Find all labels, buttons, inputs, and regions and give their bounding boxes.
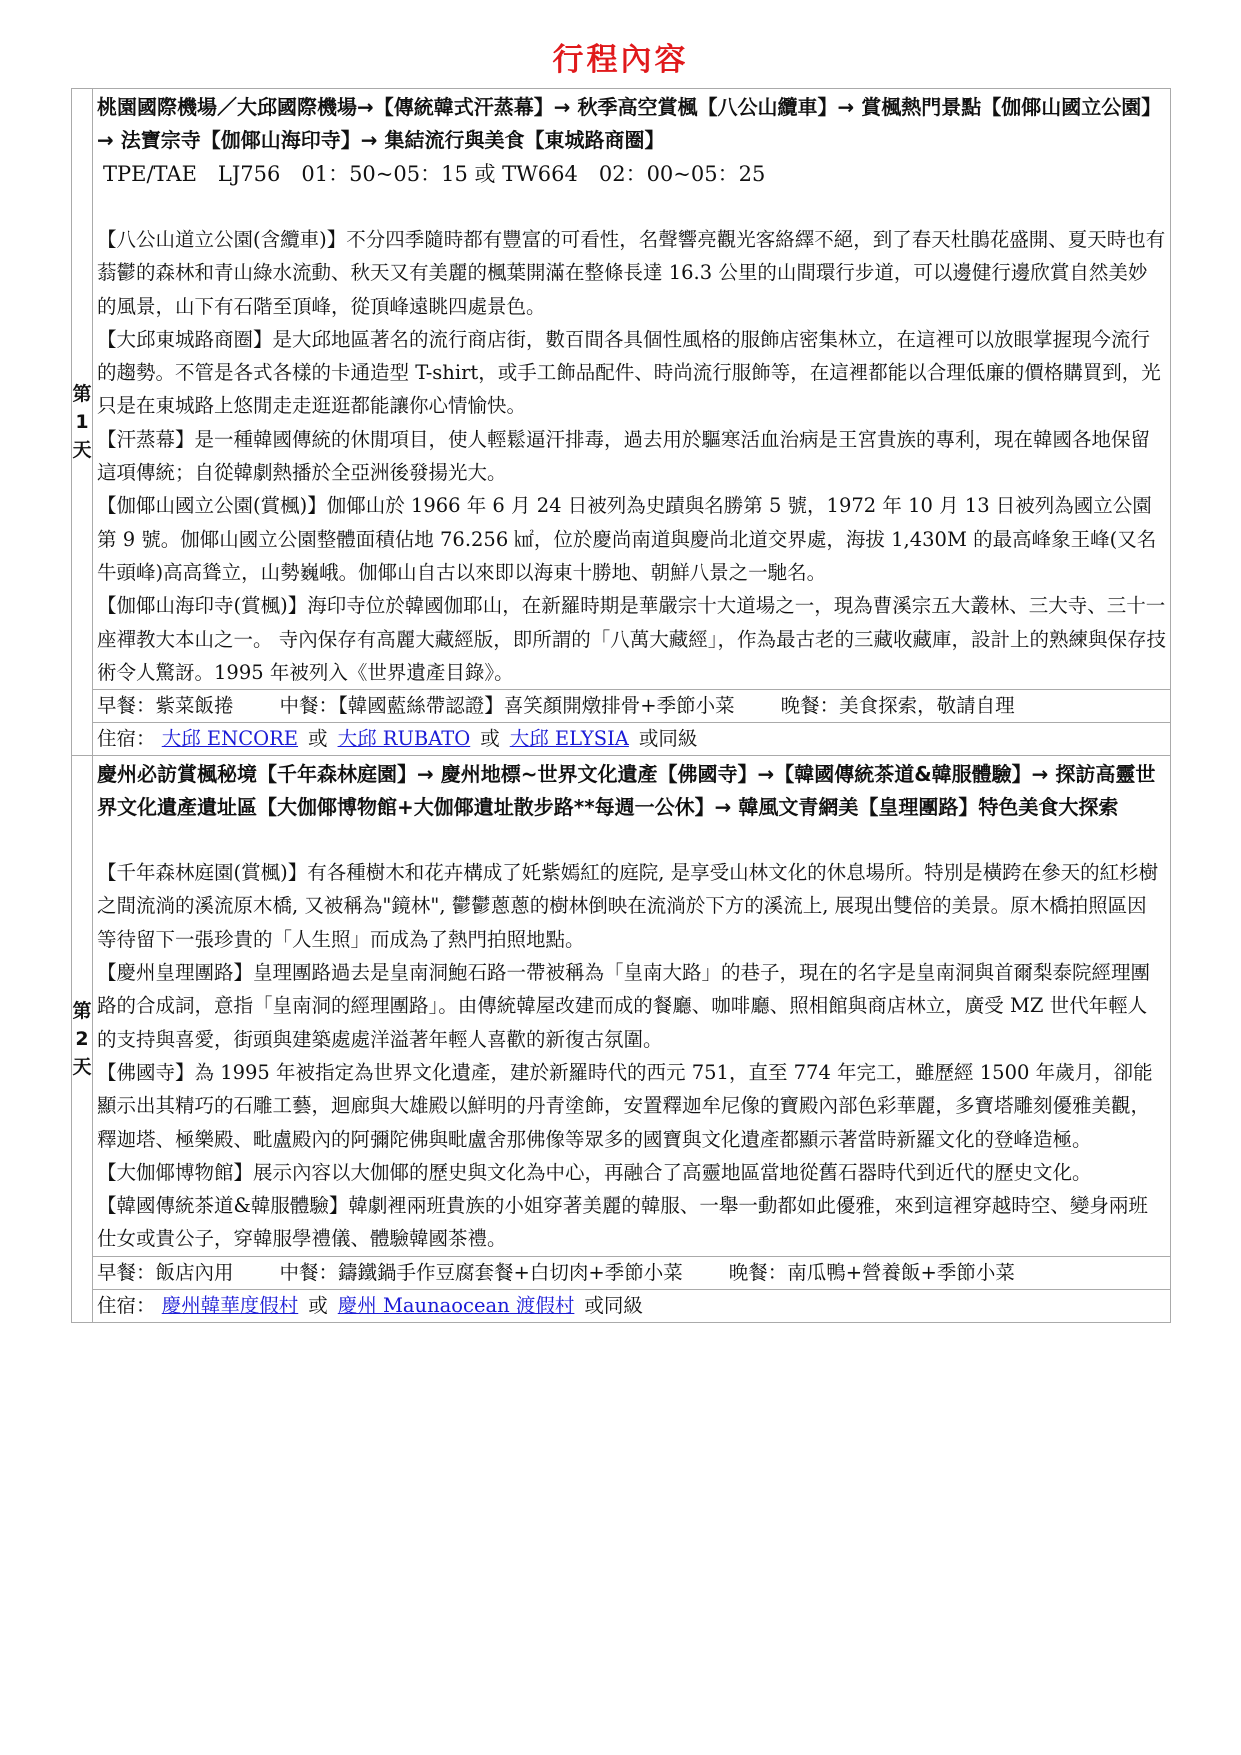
hotel-suffix: 或同級 [584, 1293, 643, 1317]
hotel-suffix: 或同級 [638, 727, 698, 751]
day-2-headline: 慶州必訪賞楓秘境【千年森林庭園】→ 慶州地標~世界文化遺產【佛國寺】→【韓國傳統茶道&韓服體驗】→ 探訪高靈世界文化遺產遺址區【大伽倻博物館+大伽倻遺址散步路**每週一公休】→ 韓風文青網美【皇理團路】特色美食大探索 [97, 762, 1156, 820]
hotel-or: 或 [308, 1293, 328, 1317]
day-1-headline: 桃園國際機場／大邱國際機場→【傳統韓式汗蒸幕】→ 秋季高空賞楓【八公山纜車】→ 賞楓熱門景點【伽倻山國立公園】→ 法寶宗寺【伽倻山海印寺】→ 集結流行與美食【東城路商圈】 [97, 95, 1162, 152]
day-1-meals [93, 690, 1171, 723]
day-2-paragraph-hwangnidan: 【慶州皇理團路】皇理團路過去是皇南洞鮑石路一帶被稱為「皇南大路」的巷子，現在的名字是皇南洞與首爾梨泰院經理團路的合成詞，意指「皇南洞的經理團路」。由傳統韓屋改建而成的餐廳、咖啡廳、照相館與商店林立，廣受 MZ 世代年輕人的支持與喜愛，街頭與建築處處洋溢著年輕人喜歡的新復古氛圍。 [97, 961, 1151, 1051]
day-label-char: 天 [72, 1055, 92, 1078]
hotel-link-elysia[interactable]: 大邱 ELYSIA [509, 727, 629, 751]
breakfast: 早餐：飯店內用 [97, 1260, 234, 1284]
day-2-meals [93, 1256, 1171, 1289]
day-label-char: 第 [72, 999, 92, 1022]
day-2-content [93, 756, 1171, 1257]
hotel-link-rubato[interactable]: 大邱 RUBATO [337, 727, 471, 751]
hotel-link-maunaocean[interactable]: 慶州 Maunaocean 渡假村 [337, 1293, 575, 1317]
day-2-paragraph-tea-hanbok: 【韓國傳統茶道&韓服體驗】韓劇裡兩班貴族的小姐穿著美麗的韓服、一舉一動都如此優雅，來到這裡穿越時空、變身兩班仕女或貴公子，穿韓服學禮儀、體驗韓國茶禮。 [97, 1194, 1148, 1251]
day-1-paragraph-sauna: 【汗蒸幕】是一種韓國傳統的休閒項目，使人輕鬆逼汗排毒，過去用於驅寒活血治病是王宮貴族的專利，現在韓國各地保留這項傳統；自從韓劇熱播於全亞洲後發揚光大。 [97, 427, 1151, 485]
dinner: 晚餐：美食探索，敬請自理 [780, 694, 1015, 718]
day-1-meals-row [72, 690, 1171, 723]
day-1-label [72, 89, 93, 756]
day-2-hotel-row [72, 1289, 1171, 1322]
day-1-hotel-row [72, 723, 1171, 756]
day-2-label [72, 756, 93, 1323]
day-2-meals-row [72, 1256, 1171, 1289]
day-1-paragraph-haeinsa: 【伽倻山海印寺(賞楓)】海印寺位於韓國伽耶山，在新羅時期是華嚴宗十大道場之一，現為曹溪宗五大叢林、三大寺、三十一座禪教大本山之一。 寺內保存有高麗大藏經版，即所謂的「八萬大藏經」，作為最古老的三藏收藏庫，設計上的熟練與保存技術令人驚訝。1995 年被列入《世界遺產目錄》。 [97, 594, 1166, 684]
day-2-paragraph-bulguksa: 【佛國寺】為 1995 年被指定為世界文化遺產，建於新羅時代的西元 751，直至 774 年完工，雖歷經 1500 年歲月，卻能顯示出其精巧的石雕工藝，迴廊與大雄殿以鮮明的丹青塗飾，安置釋迦牟尼像的寶殿內部色彩華麗，多寶塔雕刻優雅美觀，釋迦塔、極樂殿、毗盧殿內的阿彌陀佛與毗盧舍那佛像等眾多的國寶與文化遺產都顯示著當時新羅文化的登峰造極。 [97, 1060, 1153, 1151]
dinner: 晚餐：南瓜鴨+營養飯+季節小菜 [728, 1260, 1015, 1284]
hotel-or: 或 [308, 727, 328, 751]
day-1-content [93, 89, 1171, 690]
day-label-number: 1 [75, 411, 89, 434]
day-label-char: 第 [72, 383, 92, 406]
day-1-hotel [93, 723, 1171, 756]
lunch: 中餐：鑄鐵鍋手作豆腐套餐+白切肉+季節小菜 [279, 1260, 683, 1284]
day-2-paragraph-museum: 【大伽倻博物館】展示內容以大伽倻的歷史與文化為中心，再融合了高靈地區當地從舊石器時代到近代的歷史文化。 [97, 1160, 1092, 1184]
day-2-content-row [72, 756, 1171, 1257]
day-1-paragraph-dongseongro: 【大邱東城路商圈】是大邱地區著名的流行商店街，數百間各具個性風格的服飾店密集林立，在這裡可以放眼掌握現今流行的趨勢。不管是各式各樣的卡通造型 T-shirt，或手工飾品配件、時尚流行服飾等，在這裡都能以合理低廉的價格購買到，光只是在東城路上悠閒走走逛逛都能讓你心情愉快。 [97, 327, 1161, 418]
day-2-hotel [93, 1289, 1171, 1322]
day-label-number: 2 [75, 1027, 89, 1050]
day-1-flight-info: TPE/TAE LJ756 01：50~05：15 或 TW664 02：00~05：25 [103, 162, 766, 186]
hotel-label: 住宿： [97, 1293, 156, 1317]
day-2-paragraph-forest-garden: 【千年森林庭園(賞楓)】有各種樹木和花卉構成了奼紫嫣紅的庭院, 是享受山林文化的休息場所。特別是橫跨在參天的紅杉樹之間流淌的溪流原木橋, 又被稱為"鏡林", 鬱鬱蔥蔥的樹林倒映在流淌於下方的溪流上, 展現出雙倍的美景。原木橋拍照區因等待留下一張珍貴的「人生照」而成為了熱門拍照地點。 [97, 861, 1159, 951]
day-1-paragraph-gayasan: 【伽倻山國立公園(賞楓)】伽倻山於 1966 年 6 月 24 日被列為史蹟與名勝第 5 號，1972 年 10 月 13 日被列為國立公園第 9 號。伽倻山國立公園整體面積佔地 76.256 ㎢，位於慶尚南道與慶尚北道交界處，海拔 1,430M 的最高峰象王峰(又名牛頭峰)高高聳立，山勢巍峨。伽倻山自古以來即以海東十勝地、朝鮮八景之一馳名。 [97, 494, 1157, 584]
page-title: 行程內容 [552, 42, 689, 78]
day-1-content-row [72, 89, 1171, 690]
itinerary-table [71, 88, 1171, 1323]
hotel-or: 或 [480, 727, 500, 751]
lunch: 中餐：【韓國藍絲帶認證】喜笑顏開燉排骨+季節小菜 [279, 694, 735, 718]
hotel-link-hanwha[interactable]: 慶州韓華度假村 [161, 1293, 299, 1317]
breakfast: 早餐：紫菜飯捲 [97, 694, 234, 718]
hotel-link-encore[interactable]: 大邱 ENCORE [161, 727, 299, 751]
hotel-label: 住宿： [97, 727, 156, 751]
day-1-paragraph-baguashan: 【八公山道立公園(含纜車)】不分四季隨時都有豐富的可看性，名聲響亮觀光客絡繹不絕，到了春天杜鵑花盛開、夏天時也有蓊鬱的森林和青山綠水流動、秋天又有美麗的楓葉開滿在整條長達 16.3 公里的山間環行步道，可以邊健行邊欣賞自然美妙的風景，山下有石階至頂峰，從頂峰遠眺四處景色。 [97, 228, 1166, 318]
day-label-char: 天 [72, 439, 92, 462]
